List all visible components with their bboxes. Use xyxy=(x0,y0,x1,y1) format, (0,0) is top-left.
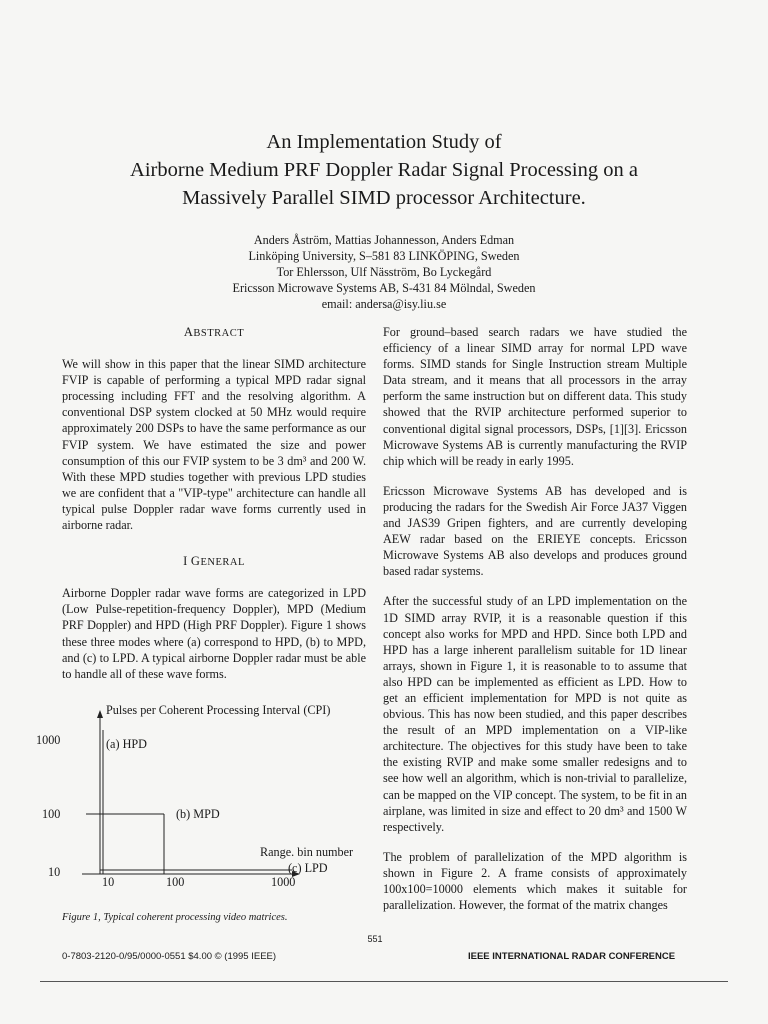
author-names-2: Tor Ehlersson, Ulf Näsström, Bo Lyckegård xyxy=(276,265,492,279)
y-tick-1000: 1000 xyxy=(36,733,61,747)
y-tick-10: 10 xyxy=(48,865,61,879)
figure-1-plot xyxy=(36,703,366,908)
right-paragraph-1: For ground–based search radars we have studied the efficiency of a linear SIMD array for normal LPD wave forms. SIMD stands for Single Instruction stream Multiple Data stream, and it means that all processors in the array perform the same instruction but on different data. This study showed that the RVIP architecture performed superior to conventional digital signal processors, DSPs, [1][3]. Ericsson Microwave Systems AB is currently manufacturing the RVIP chip which will be ready in early 1995. xyxy=(383,325,687,468)
right-paragraph-4: The problem of parallelization of the MPD algorithm is shown in Figure 2. A frame consists of approximately 100x100=10000 elements which makes it suitable for parallelization. However, the format of the matrix changes xyxy=(383,849,687,913)
author-email: email: andersa@isy.liu.se xyxy=(321,297,447,311)
affiliation-2: Ericsson Microwave Systems AB, S-431 84 Mölndal, Sweden xyxy=(232,281,536,295)
x-tick-1000: 1000 xyxy=(271,875,296,889)
footer-copyright: 0-7803-2120-0/95/0000-0551 $4.00 © (1995 IEEE) xyxy=(62,951,277,962)
page-number: 551 xyxy=(367,934,383,944)
y-tick-100: 100 xyxy=(42,807,61,821)
title-line-1: An Implementation Study of xyxy=(266,131,502,153)
abstract-heading xyxy=(62,324,366,342)
general-heading-text: GENERAL xyxy=(190,554,245,569)
right-column xyxy=(383,324,687,927)
label-hpd: (a) HPD xyxy=(106,737,147,751)
footer-rule xyxy=(40,981,728,982)
general-text: Airborne Doppler radar wave forms are categorized in LPD (Low Pulse-repetition-frequency Doppler), MPD (Medium PRF Doppler) and HPD (High PRF Doppler). Figure 1 shows these three modes where (a) correspond to HPD, (b) to MPD, and (c) to LPD. A typical airborne Doppler radar must be able to handle all of these wave forms. xyxy=(62,586,366,681)
x-axis-label: Range. bin number xyxy=(260,845,354,859)
figure-1-caption: Figure 1, Typical coherent processing video matrices. xyxy=(62,912,288,923)
paper-title xyxy=(60,128,708,212)
title-line-3: Massively Parallel SIMD processor Architecture. xyxy=(182,187,586,209)
author-names-1: Anders Åström, Mattias Johannesson, Anders Edman xyxy=(253,233,515,247)
affiliation-1: Linköping University, S–581 83 LINKÖPING, Sweden xyxy=(248,249,520,263)
label-mpd: (b) MPD xyxy=(176,807,220,821)
left-column xyxy=(62,324,366,696)
figure-1 xyxy=(36,703,366,923)
title-line-2: Airborne Medium PRF Doppler Radar Signal Processing on a xyxy=(130,159,638,181)
right-paragraph-3: After the successful study of an LPD implementation on the 1D SIMD array RVIP, it is a reasonable question if this concept also works for MPD and HPD. Since both LPD and HPD has a large inherent parallelism suitable for 1D linear arrays, shown in Figure 1, it is reasonable to to assume that also HPD can be implemented as efficient as LPD. How to get an efficient implementation for MPD is not quite as obvious. This has now been studied, and this paper describes the result of an MPD implementation on a VIP-like architecture. The objectives for this study have been to take the existing RVIP and make some smaller redesigns and to see how well an algorithm, which is non-trivial to parallelize, can be mapped on the VIP concept. The system, to be fit in an airplane, was limited in size and effect to 20 dm³ and 1500 W respectively. xyxy=(383,594,687,834)
author-block xyxy=(120,232,648,312)
abstract-heading-text: ABSTRACT xyxy=(183,325,245,339)
label-lpd: (c) LPD xyxy=(288,861,328,875)
y-axis-arrow xyxy=(97,710,103,718)
abstract-text: We will show in this paper that the linear SIMD architecture FVIP is capable of performing a typical MPD radar signal processing including FFT and the resolving algorithm. A conventional DSP system clocked at 50 MHz would require approximately 200 DSPs to have the same performance as our FVIP system. We have estimated the size and power consumption of this our FVIP system to be 3 dm³ and 200 W. With these MPD studies together with previous LPD studies we are confident that a "VIP-type" architecture can handle all typical pulse Doppler radar wave forms currently used in airborne radar. xyxy=(62,357,366,533)
footer-conference: IEEE INTERNATIONAL RADAR CONFERENCE xyxy=(468,951,676,962)
x-tick-100: 100 xyxy=(166,875,185,889)
section-heading-general xyxy=(62,553,366,571)
section-number: I xyxy=(183,554,188,569)
y-axis-label: Pulses per Coherent Processing Interval (CPI) xyxy=(106,703,331,717)
x-tick-10: 10 xyxy=(102,875,115,889)
right-paragraph-2: Ericsson Microwave Systems AB has developed and is producing the radars for the Swedish Air Force JA37 Viggen and JAS39 Gripen fighters, and are currently developing AEW radar based on the ERIEYE concepts. Ericsson Microwave Systems AB also develops and produces ground based radar systems. xyxy=(383,483,687,579)
